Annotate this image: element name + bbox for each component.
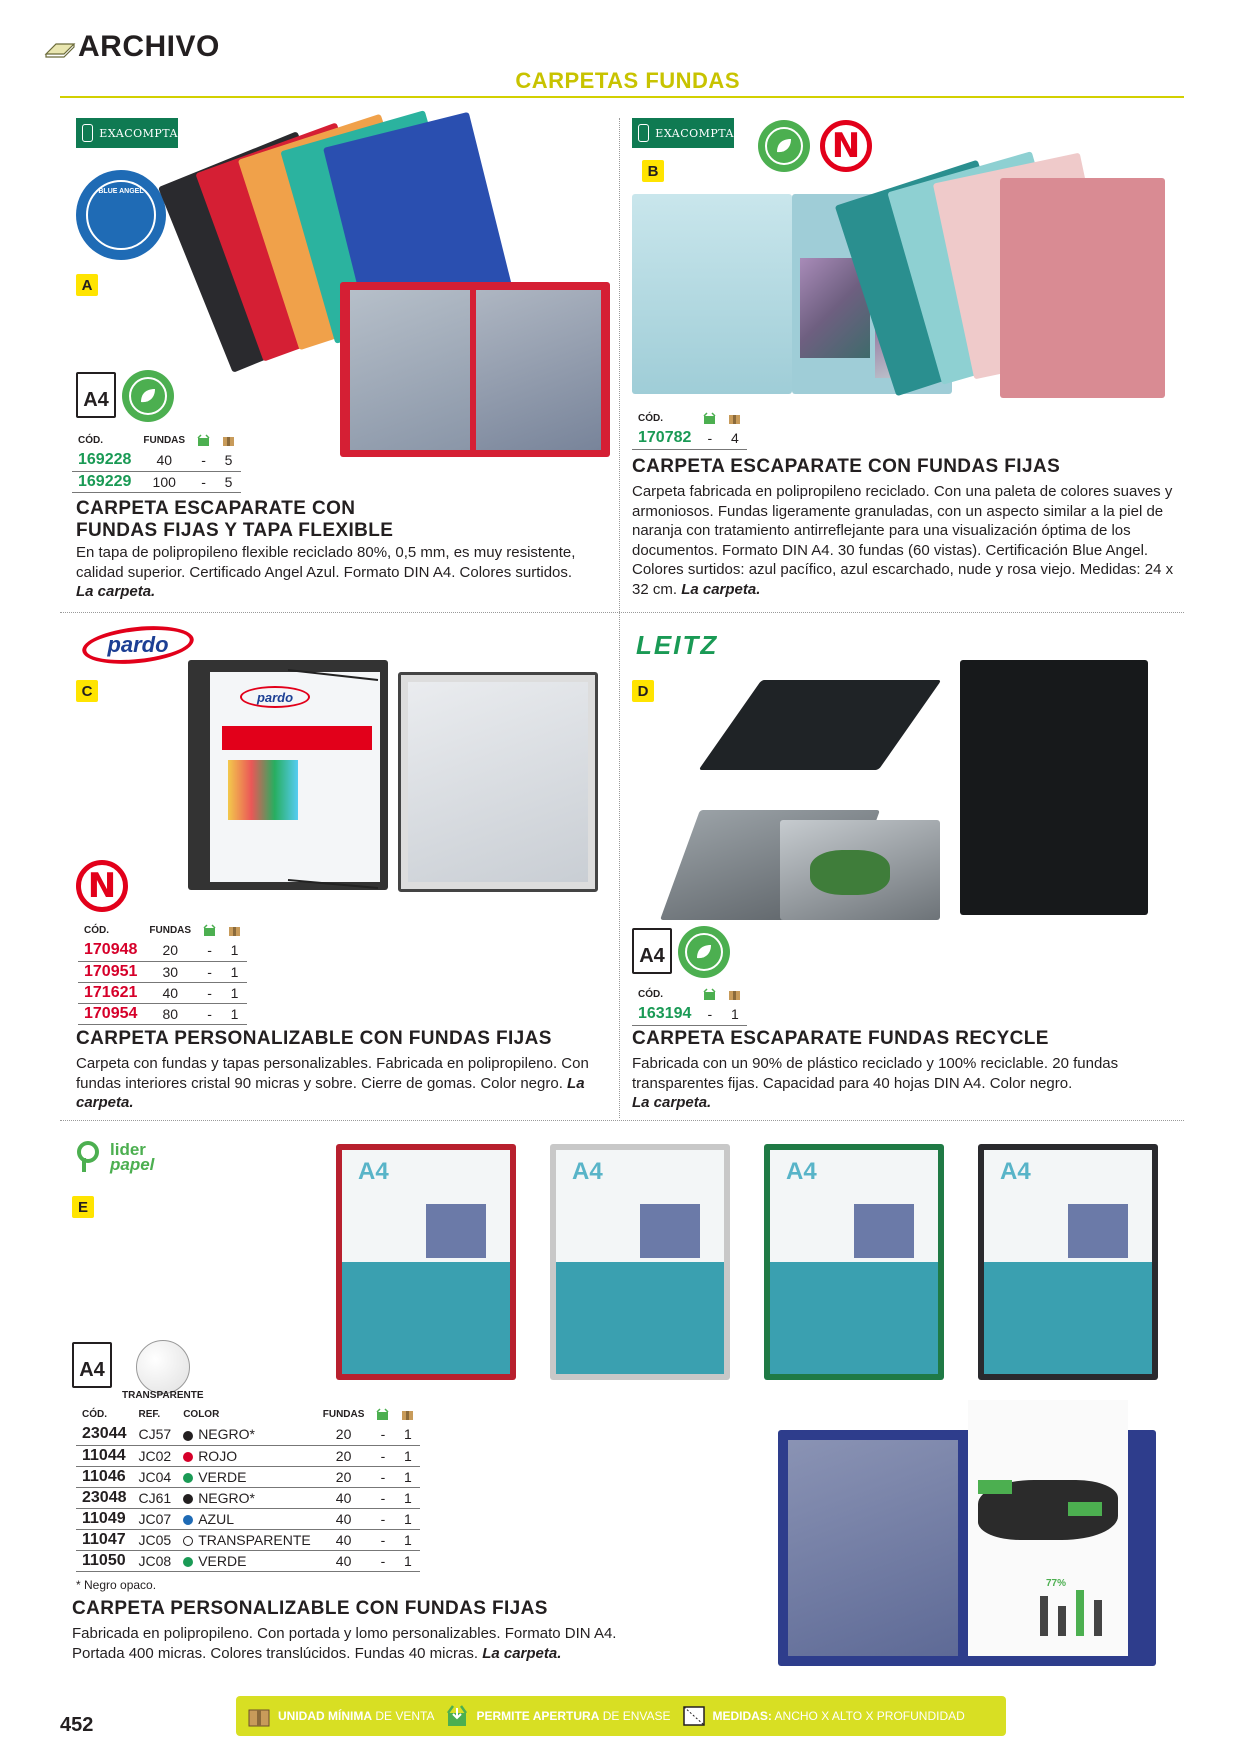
col-header-unit-box bbox=[722, 410, 747, 428]
table-row: 170951 30 - 1 bbox=[78, 961, 247, 982]
variant-green: A4 bbox=[764, 1144, 944, 1380]
col-header-code: CÓD. bbox=[82, 1408, 107, 1420]
pardo-cover-logo: pardo bbox=[240, 686, 310, 708]
table-row: 169229 100 - 5 bbox=[72, 471, 241, 492]
brand-logo-leitz: LEITZ bbox=[636, 630, 719, 660]
brand-logo-exacompta: EXACOMPTA bbox=[632, 118, 734, 148]
product-letter-e: E bbox=[72, 1196, 94, 1218]
brand-logo-exacompta: EXACOMPTA bbox=[76, 118, 178, 148]
table-row: 11050 JC08 VERDE 40 - 1 bbox=[76, 1550, 420, 1571]
col-header-unit-box bbox=[722, 986, 747, 1004]
product-c-description: Carpeta con fundas y tapas personalizables. Fabricada en polipropileno. Con fundas interiores cristal 90 micras y sobre. Cierre de gomas. Color negro. La carpeta. bbox=[76, 1055, 589, 1111]
col-header-code: CÓD. bbox=[638, 412, 663, 424]
product-d-title: CARPETA ESCAPARATE FUNDAS RECYCLE bbox=[632, 1028, 1049, 1049]
col-header-open-box bbox=[197, 922, 222, 940]
table-row: 170948 20 - 1 bbox=[78, 940, 247, 961]
eco-leaf-icon bbox=[122, 370, 174, 422]
col-header-unit-box bbox=[222, 922, 247, 940]
col-header-fundas: FUNDAS bbox=[322, 1408, 365, 1420]
exacompta-mark-icon bbox=[638, 124, 649, 142]
table-row: 169228 40 - 5 bbox=[72, 450, 241, 471]
transparent-label: TRANSPARENTE bbox=[122, 1390, 204, 1401]
table-row: 163194 - 1 bbox=[632, 1004, 747, 1025]
color-dot-icon bbox=[183, 1473, 193, 1483]
format-a4-badge: A4 bbox=[632, 928, 672, 974]
blue-angel-icon: BLUE ANGEL bbox=[76, 170, 166, 260]
legend-item-measures: MEDIDAS: ANCHO X ALTO X PROFUNDIDAD bbox=[681, 1704, 965, 1728]
col-header-ref: REF. bbox=[138, 1408, 161, 1420]
svg-text:pardo: pardo bbox=[107, 632, 169, 657]
product-e-table bbox=[76, 1406, 420, 1572]
header-rule bbox=[60, 96, 1184, 98]
product-d-description: Fabricada con un 90% de plástico reciclado y 100% reciclable. 20 fundas transparentes fijas. Capacidad para 40 hojas DIN A4. Color negro. La carpeta. bbox=[632, 1055, 1119, 1111]
product-d-image bbox=[640, 660, 1160, 940]
product-e-open-image bbox=[778, 1400, 1156, 1668]
col-header-open-box bbox=[370, 1406, 395, 1424]
col-header-color: COLOR bbox=[183, 1408, 220, 1420]
box-unit-icon bbox=[222, 434, 235, 447]
format-a4-badge: A4 bbox=[72, 1342, 112, 1388]
exacompta-mark-icon bbox=[82, 124, 93, 142]
table-row: 170782 - 4 bbox=[632, 428, 747, 449]
product-b-image bbox=[632, 148, 1167, 418]
product-c-title: CARPETA PERSONALIZABLE CON FUNDAS FIJAS bbox=[76, 1028, 552, 1049]
box-unit-icon bbox=[728, 988, 741, 1001]
variant-red: A4 bbox=[336, 1144, 516, 1380]
color-dot-icon bbox=[183, 1536, 193, 1546]
product-e-rows bbox=[76, 1424, 420, 1571]
legend-bar bbox=[236, 1696, 1006, 1736]
color-dot-icon bbox=[183, 1557, 193, 1567]
box-unit-icon bbox=[728, 412, 741, 425]
table-row: 170954 80 - 1 bbox=[78, 1003, 247, 1024]
product-b-table bbox=[632, 410, 747, 450]
product-c-image bbox=[188, 660, 608, 900]
open-box-icon bbox=[703, 412, 716, 425]
product-d-table bbox=[632, 986, 747, 1026]
archive-folder-icon bbox=[44, 40, 76, 60]
table-row: 23044 CJ57 NEGRO* 20 - 1 bbox=[76, 1424, 420, 1445]
page-number: 452 bbox=[60, 1714, 94, 1736]
table-row: 11049 JC07 AZUL 40 - 1 bbox=[76, 1508, 420, 1529]
col-header-code: CÓD. bbox=[638, 988, 663, 1000]
product-a-image bbox=[180, 112, 610, 462]
table-row: 23048 CJ61 NEGRO* 40 - 1 bbox=[76, 1487, 420, 1508]
open-box-icon bbox=[197, 434, 210, 447]
open-box-icon bbox=[444, 1704, 470, 1728]
category-title: ARCHIVO bbox=[78, 30, 220, 63]
product-letter-b: B bbox=[642, 160, 664, 182]
col-header-fundas: FUNDAS bbox=[149, 924, 192, 936]
eco-leaf-icon bbox=[678, 926, 730, 978]
table-row: 11046 JC04 VERDE 20 - 1 bbox=[76, 1466, 420, 1487]
box-unit-icon bbox=[401, 1408, 414, 1421]
color-dot-icon bbox=[183, 1431, 193, 1441]
product-letter-a: A bbox=[76, 274, 98, 296]
section-title: CARPETAS FUNDAS bbox=[515, 68, 740, 93]
transparent-swatch-icon bbox=[136, 1340, 190, 1394]
legend-item-unit: UNIDAD MÍNIMA DE VENTA bbox=[246, 1704, 434, 1728]
col-header-unit-box bbox=[395, 1406, 420, 1424]
inner-percent-label: 77% bbox=[1046, 1578, 1067, 1589]
liderpapel-mark-icon bbox=[76, 1140, 106, 1174]
product-e-title: CARPETA PERSONALIZABLE CON FUNDAS FIJAS bbox=[72, 1598, 548, 1619]
column-divider bbox=[619, 118, 620, 1118]
col-header-open-box bbox=[191, 432, 216, 450]
row-divider-1 bbox=[60, 612, 1184, 613]
row-divider-2 bbox=[60, 1120, 1184, 1121]
product-b-description: Carpeta fabricada en polipropileno reciclado. Con una paleta de colores suaves y armoniosos. Fundas ligeramente granuladas, con un aspecto similar a la piel de naranja con tratamiento antirreflejante para una visualización óptima de los documentos. Formato DIN A4. 30 fundas (60 vistas). Certificación Blue Angel. Colores surtidos: azul pacífico, azul escarchado, nude y rosa viejo. Medidas: 24 x 32 cm. La carpeta. bbox=[632, 483, 1174, 598]
col-header-code: CÓD. bbox=[78, 434, 103, 446]
product-a-table bbox=[72, 432, 241, 493]
col-header-fundas: FUNDAS bbox=[143, 434, 186, 446]
col-header-open-box bbox=[697, 986, 722, 1004]
product-a-title: CARPETA ESCAPARATE CON FUNDAS FIJAS Y TAPA FLEXIBLE bbox=[76, 498, 394, 541]
open-box-icon bbox=[203, 924, 216, 937]
table-row: 11047 JC05 TRANSPARENTE 40 - 1 bbox=[76, 1529, 420, 1550]
col-header-code: CÓD. bbox=[84, 924, 109, 936]
product-letter-d: D bbox=[632, 680, 654, 702]
box-unit-icon bbox=[228, 924, 241, 937]
new-product-icon: N bbox=[820, 120, 872, 172]
product-a-description: En tapa de polipropileno flexible reciclado 80%, 0,5 mm, es muy resistente, calidad superior. Certificado Angel Azul. Formato DIN A4. Colores surtidos. La carpeta. bbox=[76, 544, 576, 600]
product-e-variants-image bbox=[336, 1144, 1156, 1380]
measure-icon bbox=[681, 1704, 707, 1728]
box-unit-icon bbox=[246, 1704, 272, 1728]
brand-logo-pardo bbox=[80, 624, 196, 666]
brand-logo-liderpapel: lider papel bbox=[76, 1140, 154, 1174]
format-a4-badge: A4 bbox=[76, 372, 116, 418]
footnote: * Negro opaco. bbox=[76, 1578, 157, 1592]
variant-transparent: A4 bbox=[550, 1144, 730, 1380]
open-box-icon bbox=[376, 1408, 389, 1421]
table-row: 11044 JC02 ROJO 20 - 1 bbox=[76, 1445, 420, 1466]
col-header-unit-box bbox=[216, 432, 241, 450]
product-letter-c: C bbox=[76, 680, 98, 702]
new-product-icon: N bbox=[76, 860, 128, 912]
open-box-icon bbox=[703, 988, 716, 1001]
col-header-open-box bbox=[697, 410, 722, 428]
table-row: 171621 40 - 1 bbox=[78, 982, 247, 1003]
color-dot-icon bbox=[183, 1452, 193, 1462]
product-c-table bbox=[78, 922, 247, 1025]
product-e-description: Fabricada en polipropileno. Con portada y lomo personalizables. Formato DIN A4. Portada 400 micras. Colores translúcidos. Fundas 40 micras. La carpeta. bbox=[72, 1625, 617, 1662]
product-b-title: CARPETA ESCAPARATE CON FUNDAS FIJAS bbox=[632, 456, 1061, 477]
variant-black: A4 bbox=[978, 1144, 1158, 1380]
color-dot-icon bbox=[183, 1515, 193, 1525]
color-dot-icon bbox=[183, 1494, 193, 1504]
legend-item-open: PERMITE APERTURA DE ENVASE bbox=[444, 1704, 670, 1728]
